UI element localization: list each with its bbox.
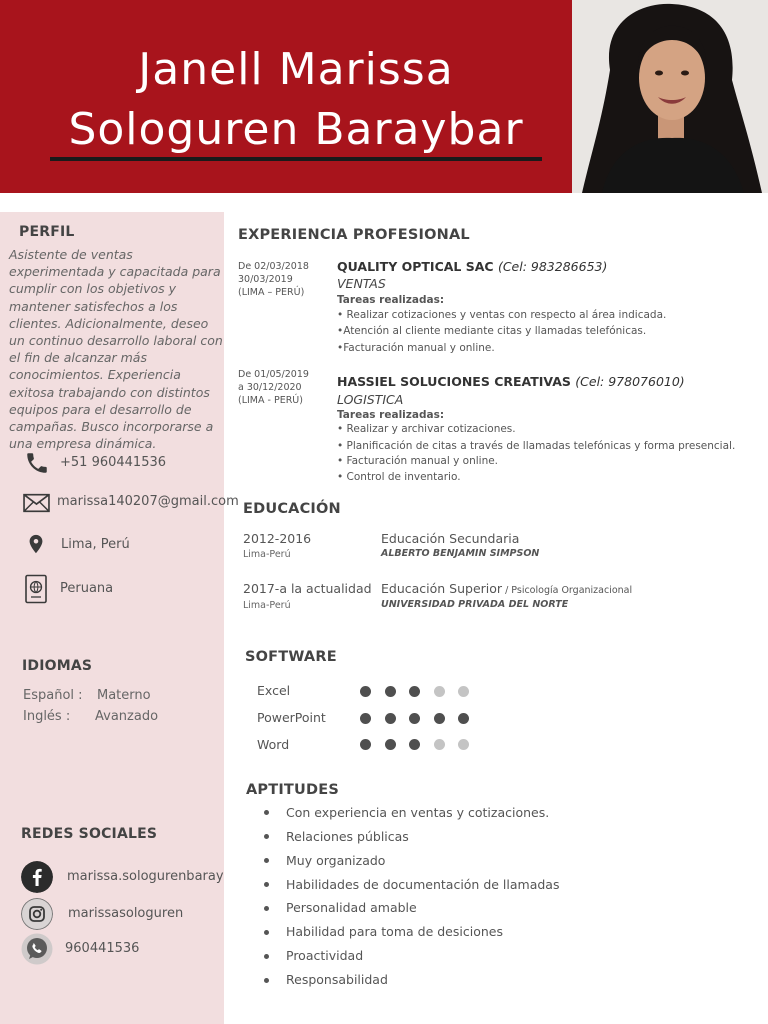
education-level: Educación Secundaria — [381, 531, 520, 546]
whatsapp-number[interactable]: 960441536 — [65, 941, 140, 956]
rating-dot — [434, 686, 445, 697]
education-place: Lima-Perú — [243, 549, 291, 560]
skills-heading: APTITUDES — [246, 782, 339, 798]
location-pin-icon — [25, 531, 47, 557]
rating-dot — [458, 713, 469, 724]
education-years: 2017-a la actualidad — [243, 581, 372, 596]
job-company: QUALITY OPTICAL SAC (Cel: 983286653) — [337, 259, 608, 274]
job-role: LOGISTICA — [337, 392, 404, 407]
rating-dot — [385, 686, 396, 697]
job-date: De 02/03/2018 30/03/2019 (LIMA – PERÚ) — [238, 261, 309, 298]
language-name: Español : — [23, 688, 83, 703]
rating-dot — [409, 739, 420, 750]
language-name: Inglés : — [23, 709, 71, 724]
skill-item: Responsabilidad — [286, 972, 388, 987]
language-level: Materno — [97, 688, 151, 703]
skill-bullet — [264, 882, 269, 887]
job-tasks-label: Tareas realizadas: — [337, 409, 445, 421]
language-level: Avanzado — [95, 709, 159, 724]
rating-dot — [434, 713, 445, 724]
profile-heading: PERFIL — [19, 224, 75, 240]
rating-dot — [409, 713, 420, 724]
job-role: VENTAS — [337, 276, 386, 291]
social-heading: REDES SOCIALES — [21, 826, 158, 842]
phone-icon — [24, 450, 50, 476]
whatsapp-icon[interactable] — [21, 933, 53, 965]
nationality-text: Peruana — [60, 581, 114, 596]
rating-dot — [360, 686, 371, 697]
rating-dot — [409, 686, 420, 697]
skill-item: Proactividad — [286, 948, 364, 963]
education-level: Educación Superior / Psicología Organizacional — [381, 581, 633, 596]
rating-dot — [458, 739, 469, 750]
facebook-handle[interactable]: marissa.sologurenbaray — [67, 869, 224, 884]
education-years: 2012-2016 — [243, 531, 312, 546]
rating-dot — [434, 739, 445, 750]
job-task: • Planificación de citas a través de llamadas telefónicas y forma presencial. — [337, 440, 736, 452]
skill-bullet — [264, 858, 269, 863]
software-heading: SOFTWARE — [245, 649, 337, 665]
email-text[interactable]: marissa140207@gmail.com — [57, 494, 239, 509]
education-heading: EDUCACIÓN — [243, 501, 341, 517]
instagram-icon[interactable] — [21, 898, 53, 930]
skill-bullet — [264, 930, 269, 935]
skill-item: Con experiencia en ventas y cotizaciones. — [286, 805, 550, 820]
phone-text[interactable]: +51 960441536 — [60, 455, 167, 470]
rating-dot — [360, 713, 371, 724]
rating-dot — [385, 713, 396, 724]
skill-item: Personalidad amable — [286, 900, 417, 915]
software-name: Word — [257, 737, 290, 752]
education-school: ALBERTO BENJAMIN SIMPSON — [381, 548, 540, 559]
skill-bullet — [264, 906, 269, 911]
profile-text: Asistente de ventas experimentada y capacitada para cumplir con los objetivos y mantener satisfechos a los clientes. Adicionalmente, deseo un continuo desarrollo laboral con el fin de alcanzar más conocimientos. Experiencia exitosa trabajando con distintos equipos para el desarrollo de campañas. Busco incorporarse a una empresa dinámica. — [9, 247, 223, 452]
job-task: •Facturación manual y online. — [337, 342, 495, 354]
name-line-1: Janell Marissa — [138, 44, 454, 95]
job-task: • Realizar y archivar cotizaciones. — [337, 423, 516, 435]
skill-bullet — [264, 978, 269, 983]
rating-dot — [385, 739, 396, 750]
job-company: HASSIEL SOLUCIONES CREATIVAS (Cel: 978076010) — [337, 374, 685, 389]
job-tasks-label: Tareas realizadas: — [337, 294, 445, 306]
software-name: Excel — [257, 683, 291, 698]
skill-item: Habilidades de documentación de llamadas — [286, 877, 560, 892]
name-line-2: Sologuren Baraybar — [68, 104, 524, 155]
languages-heading: IDIOMAS — [22, 658, 93, 674]
header-banner — [0, 0, 572, 193]
skill-item: Habilidad para toma de desiciones — [286, 924, 503, 939]
skill-bullet — [264, 810, 269, 815]
job-task: • Control de inventario. — [337, 471, 461, 483]
job-task: •Atención al cliente mediante citas y llamadas telefónicas. — [337, 325, 647, 337]
skill-item: Muy organizado — [286, 853, 386, 868]
job-task: • Realizar cotizaciones y ventas con respecto al área indicada. — [337, 309, 667, 321]
passport-icon — [24, 574, 48, 604]
skill-bullet — [264, 834, 269, 839]
experience-heading: EXPERIENCIA PROFESIONAL — [238, 227, 470, 243]
name-underline — [50, 157, 542, 161]
location-text: Lima, Perú — [61, 537, 130, 552]
skill-bullet — [264, 954, 269, 959]
rating-dot — [360, 739, 371, 750]
job-date: De 01/05/2019 a 30/12/2020 (LIMA - PERÚ) — [238, 369, 309, 406]
envelope-icon — [23, 490, 50, 516]
education-place: Lima-Perú — [243, 600, 291, 611]
software-name: PowerPoint — [257, 710, 326, 725]
rating-dot — [458, 686, 469, 697]
skill-item: Relaciones públicas — [286, 829, 409, 844]
profile-photo — [572, 0, 768, 193]
facebook-icon[interactable] — [21, 861, 53, 893]
instagram-handle[interactable]: marissasologuren — [68, 906, 184, 921]
education-school: UNIVERSIDAD PRIVADA DEL NORTE — [381, 599, 569, 610]
job-task: • Facturación manual y online. — [337, 455, 499, 467]
